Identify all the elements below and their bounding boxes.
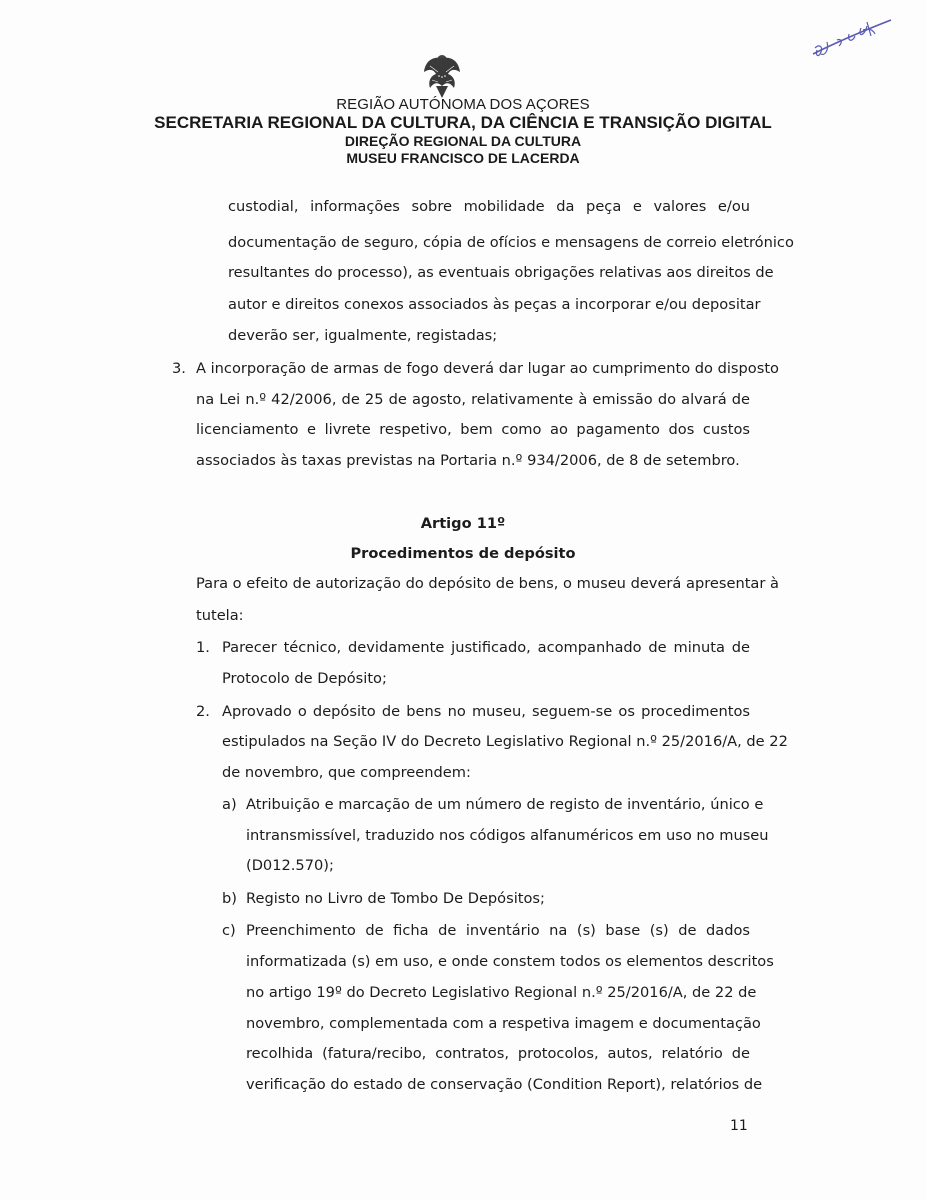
paragraph-line: custodial, informações sobre mobilidade da peça e valores e/ou [228,198,750,215]
list-item-line: Parecer técnico, devidamente justificado, acompanhado de minuta de [222,639,750,656]
sublist-item-line: intransmissível, traduzido nos códigos alfanuméricos em uso no museu [246,827,769,844]
list-number: 2. [196,703,210,720]
sublist-item-line: novembro, complementada com a respetiva imagem e documentação [246,1015,761,1032]
header-region: REGIÃO AUTÓNOMA DOS AÇORES [336,96,590,113]
sublist-item-line: no artigo 19º do Decreto Legislativo Regional n.º 25/2016/A, de 22 de [246,984,757,1001]
list-item-line: associados às taxas previstas na Portaria n.º 934/2006, de 8 de setembro. [196,452,740,469]
header-museum: MUSEU FRANCISCO DE LACERDA [346,150,580,166]
paragraph-line: autor e direitos conexos associados às peças a incorporar e/ou depositar [228,296,761,313]
paragraph-line: resultantes do processo), as eventuais obrigações relativas aos direitos de [228,264,774,281]
sublist-letter: c) [222,922,236,939]
sublist-letter: b) [222,890,237,907]
intro-line: Para o efeito de autorização do depósito de bens, o museu deverá apresentar à [196,575,779,592]
paragraph-line: deverão ser, igualmente, registadas; [228,327,498,344]
sublist-letter: a) [222,796,237,813]
coat-of-arms-eagle-logo [422,52,462,98]
list-item-line: de novembro, que compreendem: [222,764,471,781]
list-number: 1. [196,639,210,656]
handwritten-signature [805,12,895,62]
list-item-line: estipulados na Seção IV do Decreto Legislativo Regional n.º 25/2016/A, de 22 [222,733,788,750]
list-number: 3. [172,360,186,377]
sublist-item-line: Atribuição e marcação de um número de registo de inventário, único e [246,796,764,813]
header-directorate: DIREÇÃO REGIONAL DA CULTURA [344,133,582,149]
list-item-line: Aprovado o depósito de bens no museu, seguem-se os procedimentos [222,703,750,720]
header-secretariat: SECRETARIA REGIONAL DA CULTURA, DA CIÊNCIA E TRANSIÇÃO DIGITAL [154,113,772,132]
letterhead [0,96,926,167]
sublist-item-line: verificação do estado de conservação (Condition Report), relatórios de [246,1076,763,1093]
page-number: 11 [730,1118,748,1134]
sublist-item-line: recolhida (fatura/recibo, contratos, protocolos, autos, relatório de [246,1045,750,1062]
sublist-item-line: Registo no Livro de Tombo De Depósitos; [246,890,545,907]
sublist-item-line: (D012.570); [246,857,334,874]
list-item-line: licenciamento e livrete respetivo, bem como ao pagamento dos custos [196,421,750,438]
article-number: Artigo 11º [420,515,506,532]
list-item-line: A incorporação de armas de fogo deverá dar lugar ao cumprimento do disposto [196,360,779,377]
article-title: Procedimentos de depósito [350,545,576,562]
intro-line: tutela: [196,607,244,624]
sublist-item-line: informatizada (s) em uso, e onde constem todos os elementos descritos [246,953,774,970]
paragraph-line: documentação de seguro, cópia de ofícios e mensagens de correio eletrónico [228,234,794,251]
sublist-item-line: Preenchimento de ficha de inventário na (s) base (s) de dados [246,922,750,939]
list-item-line: na Lei n.º 42/2006, de 25 de agosto, relativamente à emissão do alvará de [196,391,750,408]
list-item-line: Protocolo de Depósito; [222,670,387,687]
